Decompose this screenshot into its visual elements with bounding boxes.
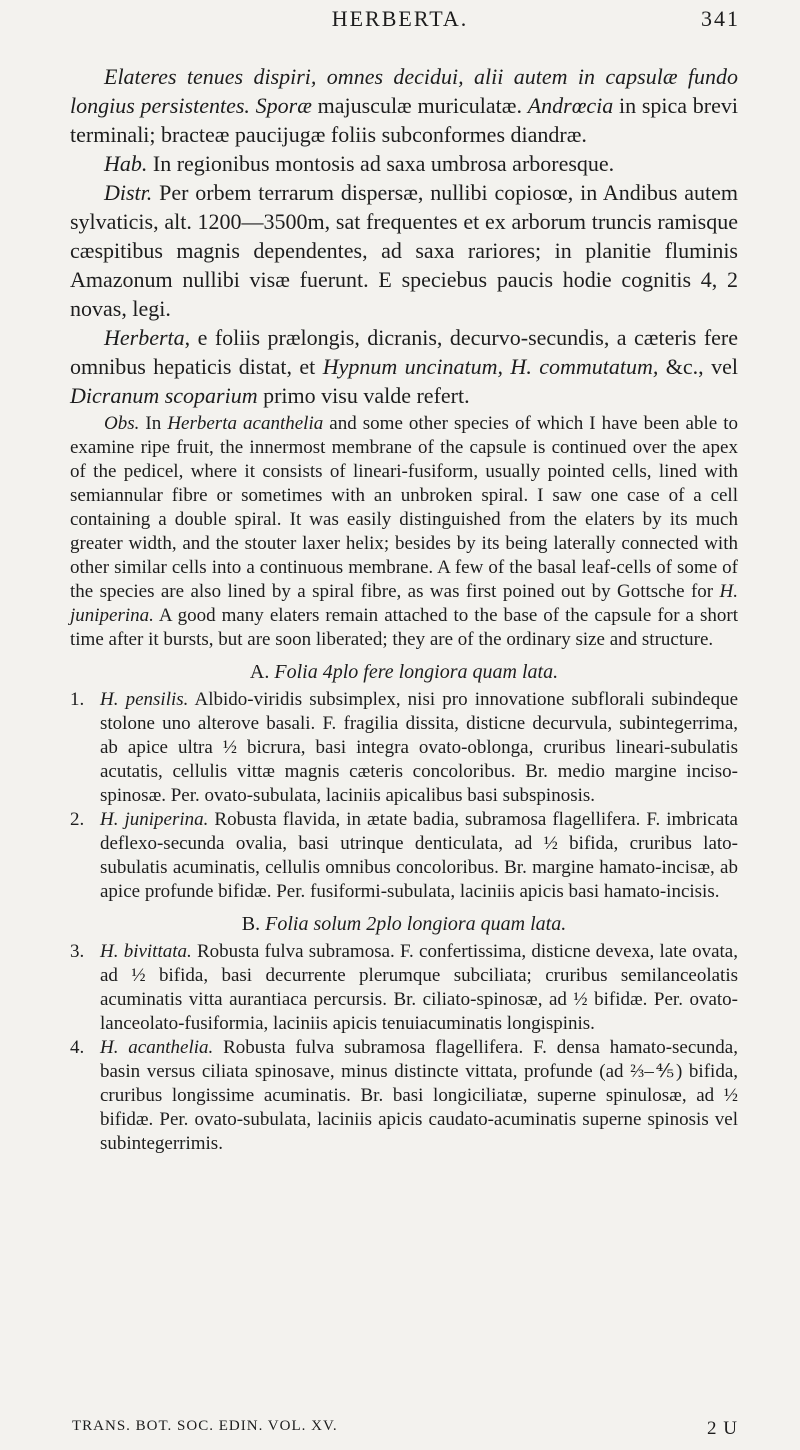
species-name: H. bivittata. (100, 941, 192, 962)
species-name: H. pensilis. (100, 689, 189, 710)
page-body (70, 62, 738, 1156)
obs-species: Herberta acanthelia (167, 413, 324, 434)
species-entry-3: 3. H. bivittata. Robusta fulva subramosa. F. confertissima, disticne devexa, late ovata, ad ½ bifida, basi decurrente plerumque subciliata; cruribus semilanceolatis acuminatis vitta aurantiaca percursis. Br. ciliato-spinosæ, ad ½ bifidæ. Per. ovato-lanceolato-fusiformia, laciniis apicis tenuiacuminatis longispinis. (70, 941, 738, 1034)
obs-species-2: H. juniperina. (70, 581, 738, 626)
obs-label: Obs. (104, 413, 140, 434)
main-paragraph (70, 62, 738, 149)
distr-label: Distr. (104, 180, 153, 205)
androecia-text: in spica brevi terminali; bracteæ paucijugæ foliis subconformes diandræ. (70, 93, 738, 147)
habitat-paragraph (70, 149, 738, 178)
species-name: H. acanthelia. (100, 1037, 214, 1058)
sporae-term: Sporæ (255, 93, 312, 118)
androecia-term: Andrœcia (527, 93, 614, 118)
species-entry-4: 4. H. acanthelia. Robusta fulva subramosa flagellifera. F. densa hamato-secunda, basin versus ciliata spinosave, minus distincte vittata, profunde (ad ⅔–⅘) bifida, cruribus longissime acuminatis. Br. basi longiciliatæ, superne spinulosæ, ad ½ bifidæ. Per. ovato-subulata, laciniis apicis caudato-acuminatis superne spinosis vel subintegerrimis. (70, 1037, 738, 1154)
distr-text: Per orbem terrarum dispersæ, nullibi copiosœ, in Andibus autem sylvaticis, alt. 1200—3500m, sat frequentes et ex arborum truncis ramisque cæspitibus magnis dependentes, ad saxa rariores; in planitie fluminis Amazonum nullibi visæ fuerunt. E speciebus paucis hodie cognitis 4, 2 novas, legi. (70, 180, 738, 321)
species-entry-2: 2. H. juniperina. Robusta flavida, in ætate badia, subramosa flagellifera. F. imbricata deflexo-secunda ovalia, basi utrinque denticulata, ad ½ bifida, cruribus lato-subulatis acuminatis, cellulis omnibus concoloribus. Br. margine hamato-incisæ, ab apice profunde bifidæ. Per. fusiformi-subulata, laciniis apicis basi hamato-incisis. (70, 809, 738, 902)
hypnum-term: Hypnum uncinatum, H. commutatum, (322, 354, 659, 379)
species-name: H. juniperina. (100, 809, 209, 830)
dicranum-term: Dicranum scoparium (70, 383, 258, 408)
distribution-paragraph (70, 178, 738, 323)
page-number: 341 (701, 6, 740, 31)
observation-note: Obs. In Herberta acanthelia and some other species of which I have been able to examine ripe fruit, the innermost membrane of the capsule is continued over the apex of the pedicel, where it consists of lineari-fusiform, usually pointed cells, lined with semiannular fibre or sometimes with an unbroken spiral. I saw one case of a cell containing a double spiral. It was easily distinguished from the elaters by its much greater width, and the stouter laxer helix; besides by its being laterally connected with other similar cells into a continuous membrane. A few of the basal leaf-cells of some of the species are also lined by a spiral fibre, as was first poined out by Gottsche for H. juniperina. A good many elaters remain attached to the base of the capsule for a short time after it bursts, but are soon liberated; they are of the ordinary size and structure. (70, 413, 738, 650)
journal-line: TRANS. BOT. SOC. EDIN. VOL. XV. (72, 1418, 338, 1434)
running-head (0, 6, 800, 46)
section-a-heading: A. Folia 4plo fere longiora quam lata. (249, 661, 559, 683)
running-title: HERBERTA. (331, 6, 469, 31)
hab-label: Hab. (104, 151, 148, 176)
page-footer (72, 1418, 738, 1439)
section-b-heading: B. Folia solum 2plo longiora quam lata. (241, 913, 567, 935)
species-entry-1: 1. H. pensilis. Albido-viridis subsimplex, nisi pro innovatione subflorali subindeque stolone uno alterove basali. F. fragilia dissita, disticne decurvula, subintegerrima, ab apice ultra ½ bicrura, basi integra ovato-oblonga, cruribus lineari-subulatis acutatis, cellulis vittæ magnis cæteris concoloribus. Br. medio margine inciso-spinosæ. Per. ovato-subulata, laciniis apicalibus basi subspinosis. (70, 689, 739, 806)
hab-text: In regionibus montosis ad saxa umbrosa arboresque. (147, 151, 615, 176)
herberta-paragraph: Herberta, e foliis prælongis, dicranis, decurvo-secundis, a cæteris fere omnibus hepaticis distat, et Hypnum uncinatum, H. commutatum, &c., vel Dicranum scoparium primo visu valde refert. (70, 325, 738, 408)
herberta-label: Herberta (104, 325, 185, 350)
sporae-text: majusculæ muriculatæ. (311, 93, 528, 118)
signature-mark: 2 U (707, 1418, 738, 1439)
elateres-text: Elateres tenues dispiri, omnes decidui, alii autem in capsulæ fundo longius persistentes. (70, 64, 738, 118)
